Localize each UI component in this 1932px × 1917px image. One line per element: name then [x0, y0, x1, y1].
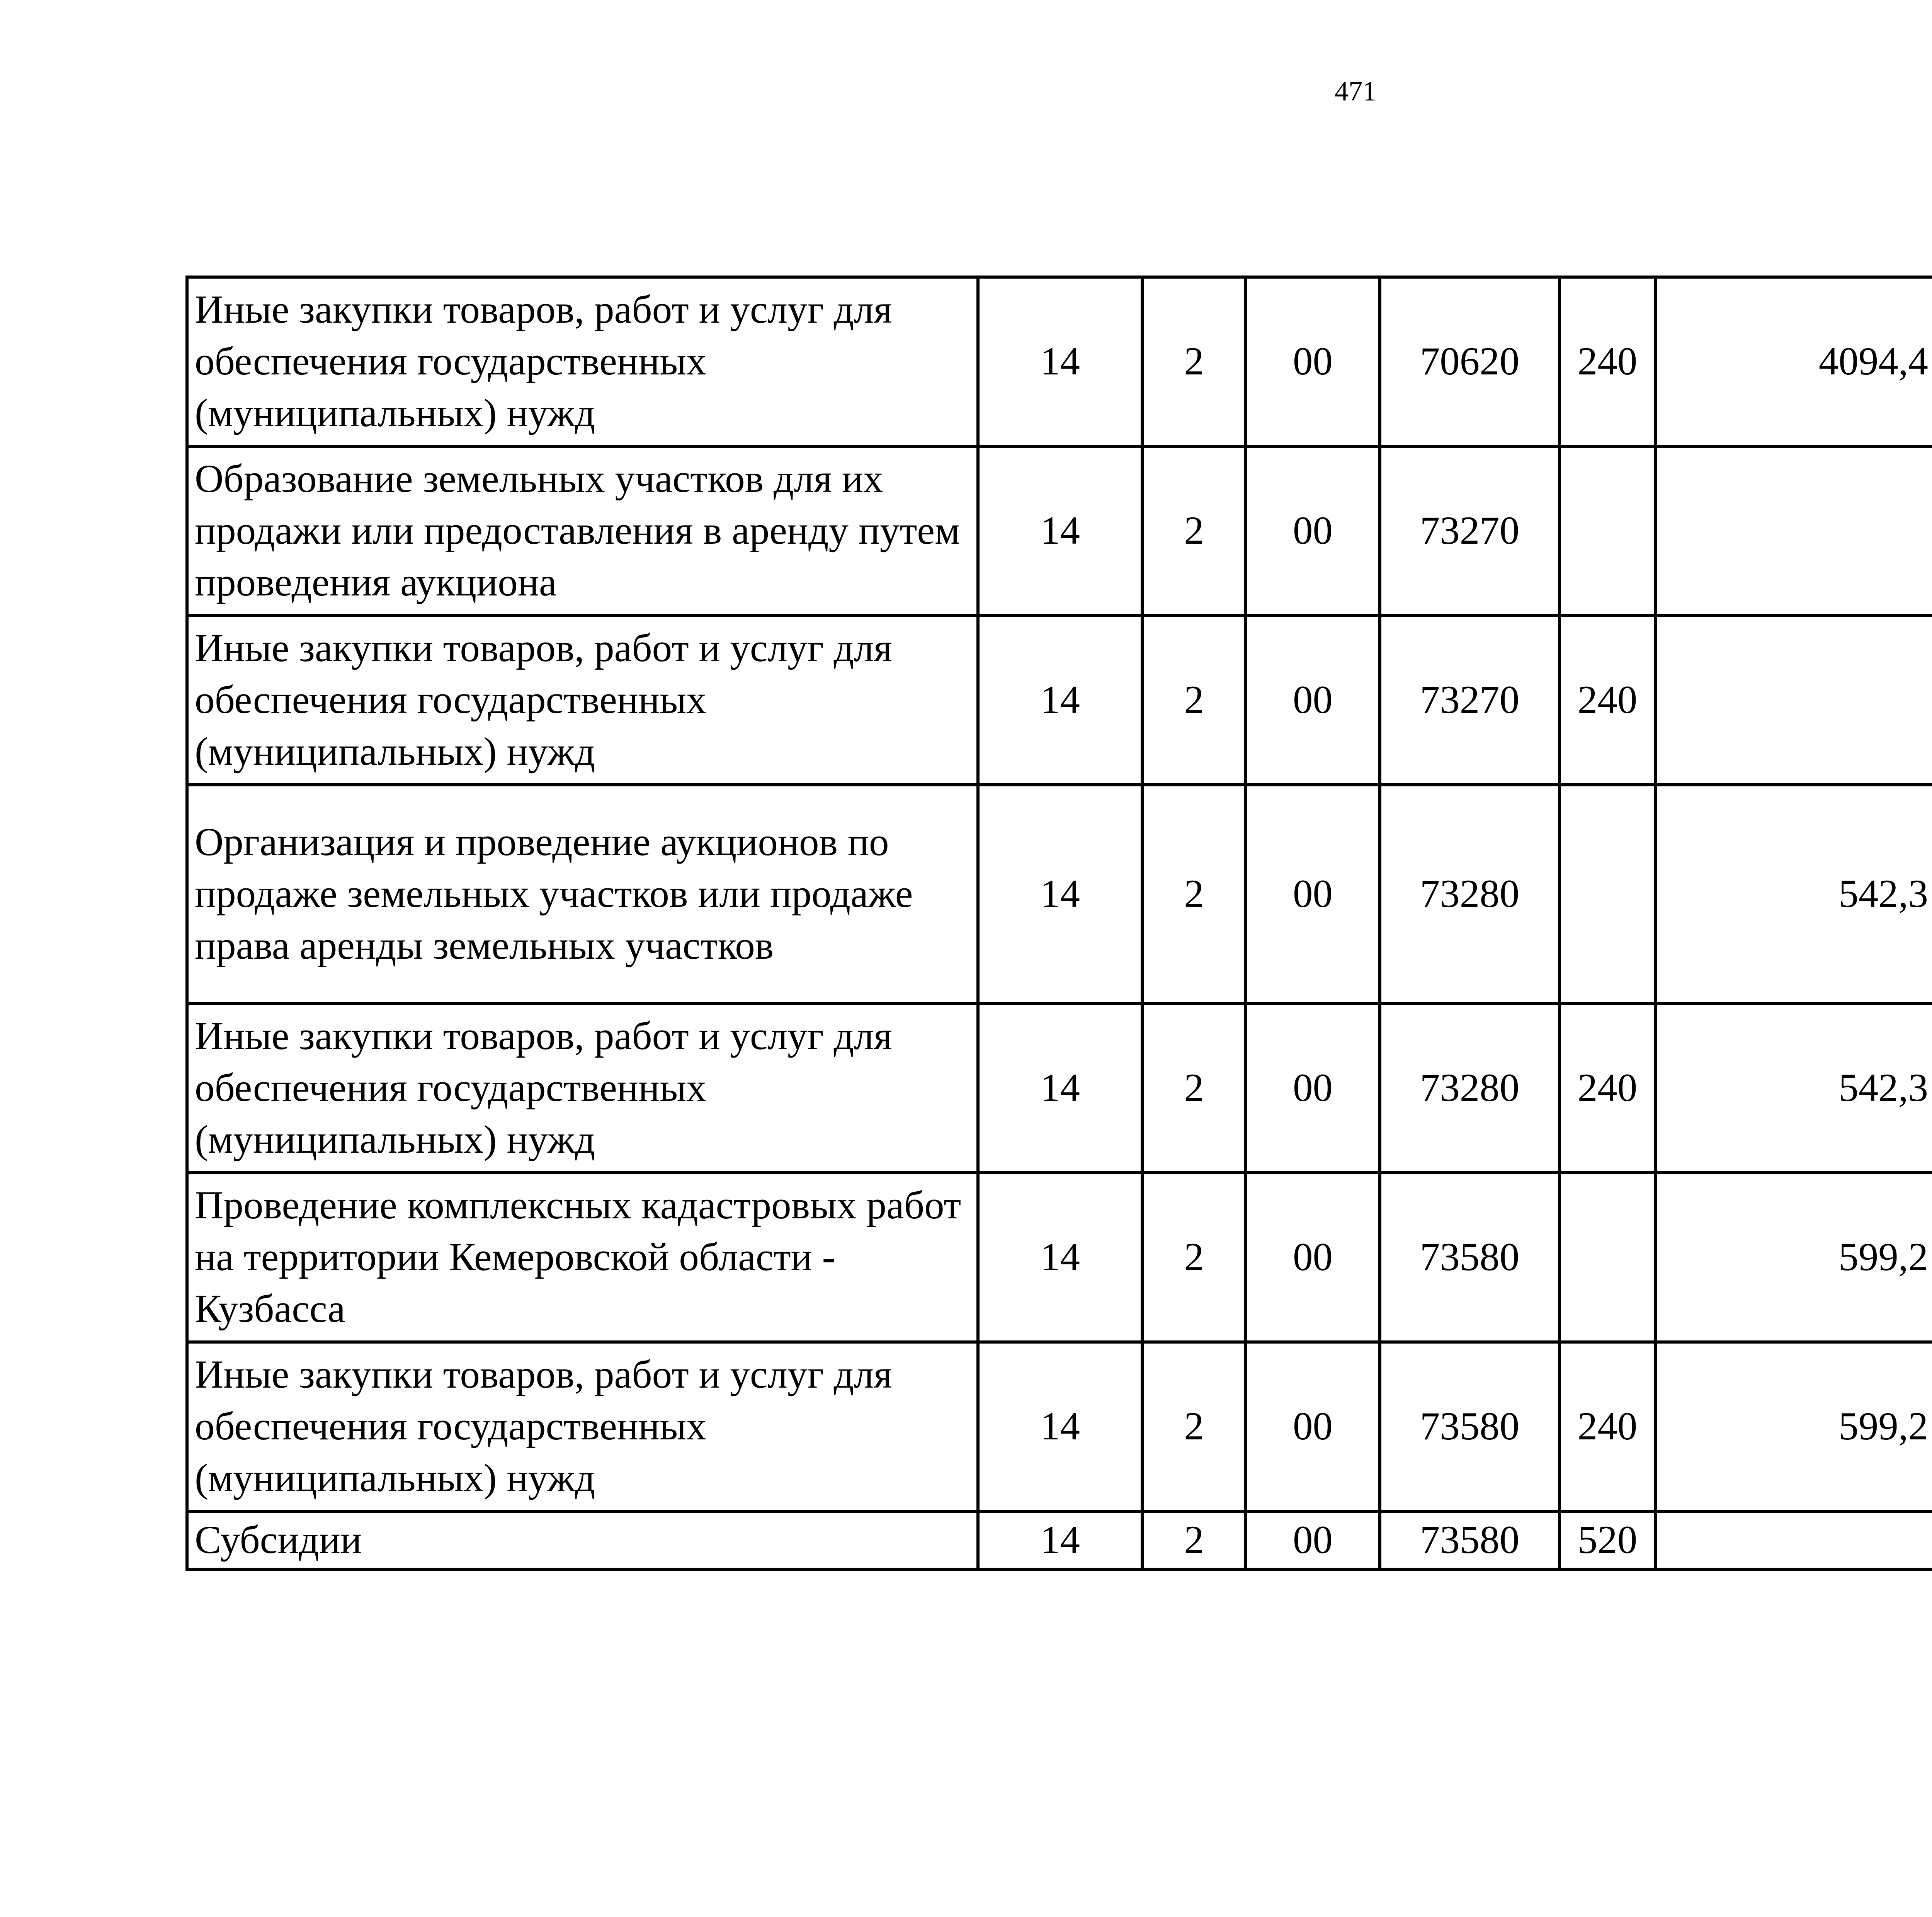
cell-section: 14: [978, 277, 1142, 446]
table-row: [187, 616, 1932, 785]
cell-value-1: [1655, 1511, 1932, 1569]
cell-expense-type: 240: [1560, 277, 1655, 446]
row-name: Иные закупки товаров, работ и услуг для обеспечения государственных (муниципальных) нужд: [187, 616, 978, 785]
cell-subsection: 2: [1142, 616, 1246, 785]
page-number: 471: [1335, 76, 1376, 107]
row-name: Иные закупки товаров, работ и услуг для обеспечения государственных (муниципальных) нужд: [187, 277, 978, 446]
row-name: Проведение комплексных кадастровых работ на территории Кемеровской области - Кузбасса: [187, 1173, 978, 1342]
cell-subsection: 2: [1142, 1342, 1246, 1511]
cell-value-1: 599,2: [1655, 1342, 1932, 1511]
cell-section: 14: [978, 1173, 1142, 1342]
table-row: [187, 1511, 1932, 1569]
cell-value-1: [1655, 616, 1932, 785]
row-name: Иные закупки товаров, работ и услуг для обеспечения государственных (муниципальных) нужд: [187, 1342, 978, 1511]
cell-expense-type: [1560, 1173, 1655, 1342]
cell-program: 00: [1246, 785, 1380, 1004]
cell-target-code: 73580: [1380, 1173, 1560, 1342]
cell-section: 14: [978, 785, 1142, 1004]
row-name: Субсидии: [187, 1511, 978, 1569]
cell-subsection: 2: [1142, 1511, 1246, 1569]
cell-program: 00: [1246, 616, 1380, 785]
cell-expense-type: 520: [1560, 1511, 1655, 1569]
cell-subsection: 2: [1142, 277, 1246, 446]
cell-section: 14: [978, 616, 1142, 785]
cell-value-1: 4094,4: [1655, 277, 1932, 446]
table-row: [187, 1004, 1932, 1173]
cell-program: 00: [1246, 1342, 1380, 1511]
cell-program: 00: [1246, 277, 1380, 446]
cell-subsection: 2: [1142, 446, 1246, 616]
cell-target-code: 73280: [1380, 1004, 1560, 1173]
cell-value-1: 599,2: [1655, 1173, 1932, 1342]
cell-program: 00: [1246, 1004, 1380, 1173]
table-row: [187, 1342, 1932, 1511]
cell-expense-type: [1560, 785, 1655, 1004]
cell-target-code: 73280: [1380, 785, 1560, 1004]
table-row: [187, 446, 1932, 616]
cell-section: 14: [978, 1511, 1142, 1569]
table-row: [187, 1173, 1932, 1342]
cell-program: 00: [1246, 1511, 1380, 1569]
budget-table: [185, 276, 1932, 1571]
cell-section: 14: [978, 1004, 1142, 1173]
row-name: Организация и проведение аукционов по продаже земельных участков или продаже права аренды земельных участков: [187, 785, 978, 1004]
cell-value-1: 542,3: [1655, 1004, 1932, 1173]
cell-expense-type: 240: [1560, 1004, 1655, 1173]
cell-expense-type: 240: [1560, 1342, 1655, 1511]
cell-expense-type: 240: [1560, 616, 1655, 785]
cell-program: 00: [1246, 1173, 1380, 1342]
cell-target-code: 73580: [1380, 1511, 1560, 1569]
cell-section: 14: [978, 446, 1142, 616]
cell-target-code: 73270: [1380, 616, 1560, 785]
cell-target-code: 73270: [1380, 446, 1560, 616]
table-row: [187, 277, 1932, 446]
cell-value-1: 542,3: [1655, 785, 1932, 1004]
row-name: Иные закупки товаров, работ и услуг для обеспечения государственных (муниципальных) нужд: [187, 1004, 978, 1173]
table-row: [187, 785, 1932, 1004]
cell-target-code: 70620: [1380, 277, 1560, 446]
cell-subsection: 2: [1142, 1004, 1246, 1173]
cell-value-1: [1655, 446, 1932, 616]
cell-target-code: 73580: [1380, 1342, 1560, 1511]
cell-expense-type: [1560, 446, 1655, 616]
cell-program: 00: [1246, 446, 1380, 616]
cell-section: 14: [978, 1342, 1142, 1511]
cell-subsection: 2: [1142, 785, 1246, 1004]
row-name: Образование земельных участков для их продажи или предоставления в аренду путем проведения аукциона: [187, 446, 978, 616]
cell-subsection: 2: [1142, 1173, 1246, 1342]
